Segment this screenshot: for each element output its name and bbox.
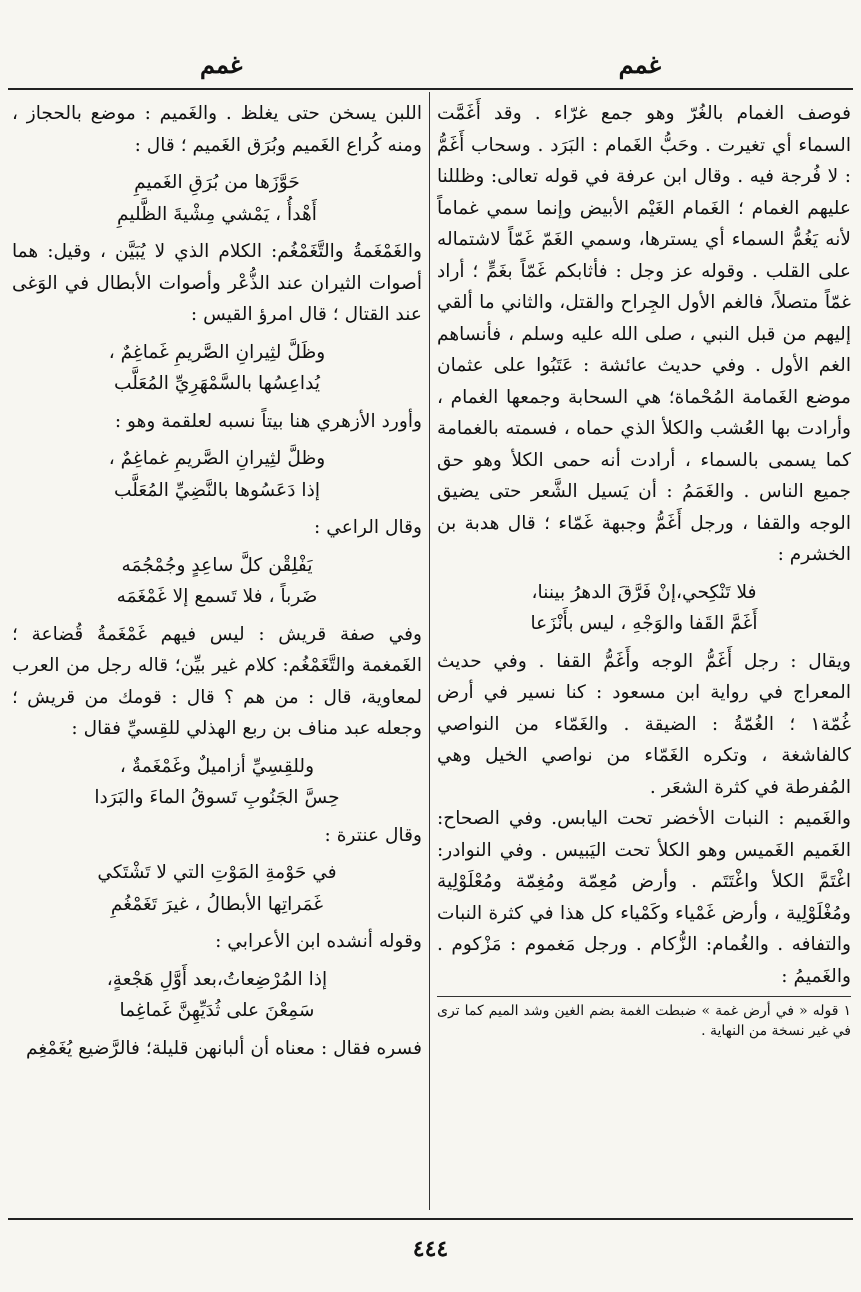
verse-line: أَغَمَّ القَفا والوَجْهِ ، ليس بأَنْزَعا [530,613,758,634]
footnote-rule [437,996,851,997]
verse [12,751,422,814]
verse [12,337,422,400]
verse-line: في حَوْمةِ المَوْتِ التي لا تَشْتَكي [97,862,337,883]
verse-line: وظَلَّ لثِيرانِ الصَّريمِ غَماغِمٌ ، [108,341,326,363]
verse-line: إذا المُرْضِعاتُ،بعد أَوَّلِ هَجْعةٍ، [106,968,328,990]
paragraph: والغَمْغَمةُ والتَّغَمْغُم: الكلام الذي لا يُبَيَّن ، وقيل: هما أصوات الثيران عند الذُّعْر وأصوات الأبطال في الوَغى عند القتال ؛ قال امرؤ القيس : [12,241,422,325]
verse-line: فلا تَنْكِحي،إنْ فَرَّقَ الدهرُ بيننا، [531,581,757,603]
verse-line: غَمَراتِها الأبطالُ ، غيرَ تَغَمْغُمِ [110,893,324,915]
verse-line: وظلَّ لثِيرانِ الصَّريمِ غماغِمٌ ، [108,448,326,469]
verse [12,443,422,506]
paragraph: فسره فقال : معناه أن ألبانهن قليلة؛ فالرَّضيع يُغَمْغِم [26,1037,422,1059]
paragraph: وقال عنترة : [324,824,422,846]
paragraph: فوصف الغمام بالغُرّ وهو جمع غرّاء . وقد أَغَمَّت السماء أي تغيرت . وحَبُّ الغَمام : البَرَد . وسحاب أَغَمُّ : لا فُرجة فيه . وقال ابن عرفة في قوله تعالى: وظللنا عليهم الغمام ؛ الغَمام الغَيْم الأبيض وإنما سمي غماماً لأنه يَغُمُّ السماء أي يسترها، وسمي الغَمّ غَمّاً لاشتماله على القلب . وقوله عز وجل : فأثابكم غَمّاً بغَمٍّ ؛ أراد غمّاً متصلاً، فالغم الأول الجِراح والقتل، والثاني ما ألقي إليهم من قبل النبي ، صلى الله عليه وسلم ، فأنساهم الغم الأول . وفي حديث عائشة : عَتَبُوا على عثمان موضع الغَمامة المُحْماة؛ هي السحابة وجمعها الغمام ، وأرادت بها العُشب والكلأ الذي حماه ، فسمته بالغمامة كما يسمى بالسماء ، أرادت أنه حمى الكلأ وهو حق جميع الناس . والغَمَمُ : أن يَسيل الشَّعر حتى يضيق الوجه والقفا ، ورجل أَغَمُّ وجبهة غَمّاء ؛ قال هدبة بن الخشرم : [437,103,851,565]
header-word-right: غمم [618,50,661,79]
verse-line: يُداعِسُها بالسَّمْهَرِيِّ المُعَلَّب [113,373,321,394]
verse-line: حَوَّزَها من بُرَقِ الغَميمِ [134,172,300,193]
verse [437,577,851,640]
column-divider [429,92,430,1210]
verse [12,857,422,920]
bottom-rule [8,1218,853,1220]
verse-line: حِسَّ الجَنُوبِ تَسوقُ الماءَ والبَرَدا [94,787,340,808]
verse-line: إذا دَعَسُوها بالنَّضِيِّ المُعَلَّب [113,479,321,501]
paragraph: وقوله أنشده ابن الأعرابي : [215,931,422,952]
left-column [12,98,422,1208]
verse-line: ضَرباً ، فلا تَسمع إلا غَمْغَمَه [116,586,318,607]
verse [12,964,422,1027]
right-column [437,98,851,1208]
top-rule [8,88,853,90]
paragraph: وفي صفة قريش : ليس فيهم غَمْغَمةُ قُضاعة ؛ الغَمغمة والتَّغَمْغُم: كلام غير بيِّن؛ قاله رجل من العرب لمعاوية، قال : من هم ؟ قال : قومك من قريش ؛ وجعله عبد مناف بن ربع الهذلي للقِسيِّ فقال : [12,623,422,739]
verse [12,550,422,613]
paragraph: ويقال : رجل أَغَمُّ الوجه وأَغَمُّ القفا . وفي حديث المعراج في رواية ابن مسعود : كنا نسير في أرض غُمّة١ ؛ الغُمّةُ : الضيقة . والغَمّاء من النواصي كالفاشغة ، وتكره الغَمّاء من نواصي الخيل وهي المُفرطة في كثرة الشعَر . [437,650,851,798]
header-word-left: غمم [200,50,243,79]
verse-line: أَهْدأُ ، يَمْشي مِشْيةَ الظَّليمِ [117,203,317,225]
verse-line: يَفْلِقْن كلَّ ساعِدٍ وجُمْجُمَه [121,554,313,576]
verse [12,167,422,230]
paragraph: وقال الراعي : [314,517,422,538]
verse-line: سَمِعْنَ على ثُدَيِّهِنَّ غَماغِما [119,1000,315,1021]
paragraph: والغَميم : النبات الأخضر تحت اليابس. وفي الصحاح: الغَميم الغَميس وهو الكلأ تحت اليَبيس . وفي النوادر: اغْتَمَّ الكلأ واغْتَتَم . وأرض مُعِمّة ومُغِمّة ومُعْلَوْلِية ومُغْلَوْلِية ، وأرض غَمْياء وكَمْياء كل هذا في كثرة النبات والتفافه . والغُمام: الزُّكام . ورجل مَغموم : مَزْكوم . والغَميمُ : [437,808,851,987]
page-number: ٤٤٤ [412,1236,449,1262]
paragraph: اللبن يسخن حتى يغلظ . والغَميم : موضع بالحجاز ، ومنه كُراع الغَميم وبُرَق الغَميم ؛ قال : [12,103,422,156]
verse-line: وللقِسِيِّ أزاميلٌ وغَمْغَمةٌ ، [119,755,315,777]
footnote: ١ قوله « في أرض غمة » ضبطت الغمة بضم الغين وشد الميم كما ترى في غير نسخة من النهاية . [437,1003,851,1039]
paragraph: وأورد الأزهري هنا بيتاً نسبه لعلقمة وهو : [114,410,422,432]
